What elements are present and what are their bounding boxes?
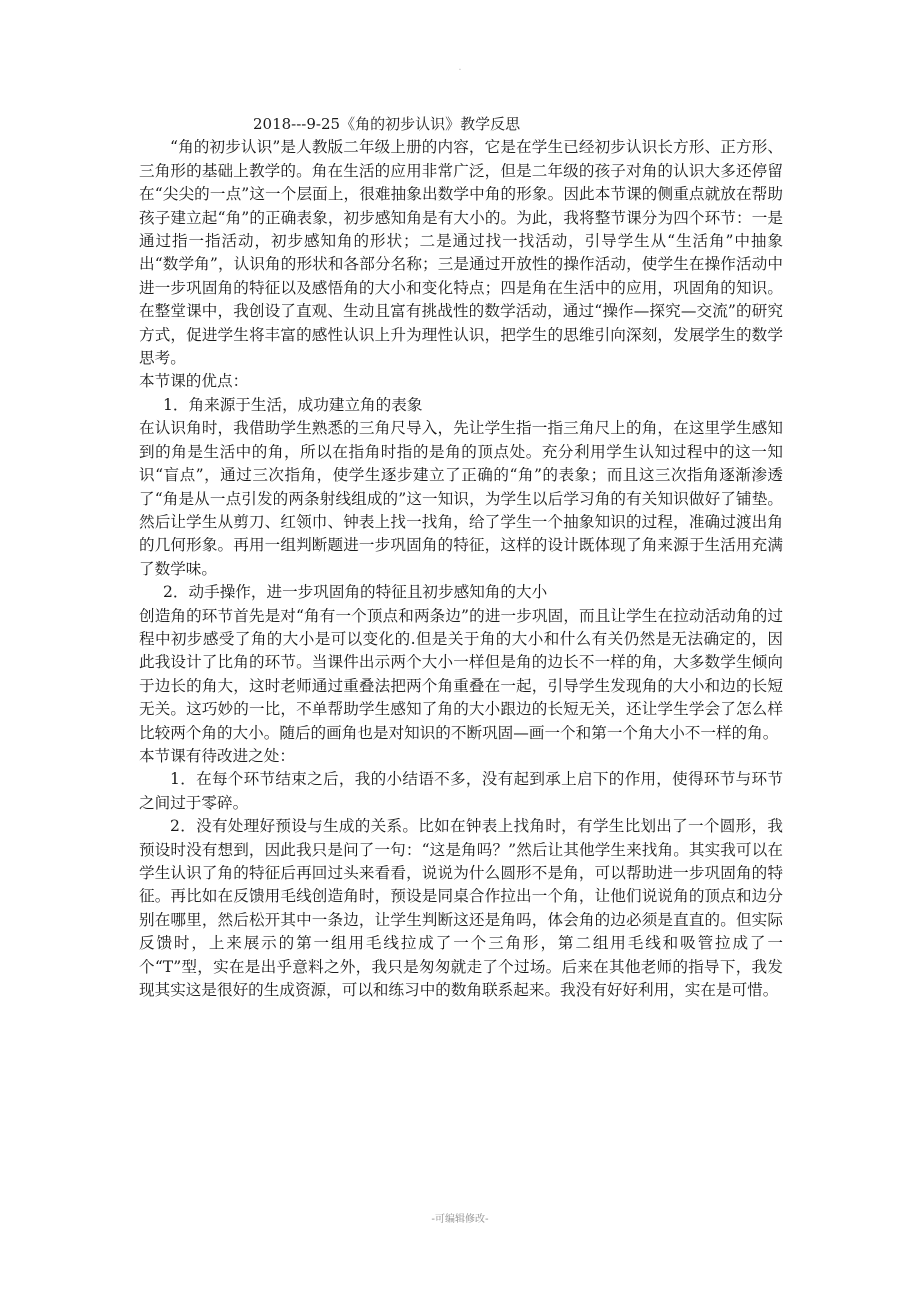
page-footer: -可编辑修改- — [431, 1214, 489, 1225]
document-body — [139, 113, 783, 1002]
improvement-1: 1．在每个环节结束之后，我的小结语不多，没有起到承上启下的作用，使得环节与环节之间过于零碎。 — [139, 770, 783, 812]
strength-1-title: 1．角来源于生活，成功建立角的表象 — [163, 395, 423, 414]
document-title: 2018---9-25《角的初步认识》教学反思 — [253, 115, 521, 133]
header-mark: . — [458, 62, 462, 73]
strength-1-body: 在认识角时，我借助学生熟悉的三角尺导入，先让学生指一指三角尺上的角，在这里学生感知到的角是生活中的角，所以在指角时指的是角的顶点处。充分利用学生认知过程中的这一知识“盲点”，通过三次指角，使学生逐步建立了正确的“角”的表象；而且这三次指角逐渐渗透了“角是从一点引发的两条射线组成的”这一知识，为学生以后学习角的有关知识做好了铺垫。然后让学生从剪刀、红领巾、钟表上找一找角，给了学生一个抽象知识的过程，准确过渡出角的几何形象。再用一组判断题进一步巩固角的特征，这样的设计既体现了角来源于生活用充满了数学味。 — [139, 419, 783, 578]
strengths-heading: 本节课的优点： — [139, 372, 249, 391]
intro-paragraph: “角的初步认识”是人教版二年级上册的内容，它是在学生已经初步认识长方形、正方形、三角形的基础上教学的。角在生活的应用非常广泛，但是二年级的孩子对角的认识大多还停留在“尖尖的一点”这一个层面上，很难抽象出数学中角的形象。因此本节课的侧重点就放在帮助孩子建立起“角”的正确表象，初步感知角是有大小的。为此，我将整节课分为四个环节：一是通过指一指活动，初步感知角的形状；二是通过找一找活动，引导学生从“生活角”中抽象出“数学角”，认识角的形状和各部分名称；三是通过开放性的操作活动，使学生在操作活动中进一步巩固角的特征以及感悟角的大小和变化特点；四是角在生活中的应用，巩固角的知识。在整堂课中，我创设了直观、生动且富有挑战性的数学活动，通过“操作—探究—交流”的研究方式，促进学生将丰富的感性认识上升为理性认识，把学生的思维引向深刻，发展学生的数学思考。 — [139, 138, 783, 368]
improvements-heading: 本节课有待改进之处： — [139, 746, 295, 765]
improvement-2: 2．没有处理好预设与生成的关系。比如在钟表上找角时，有学生比划出了一个圆形，我预设时没有想到，因此我只是问了一句：“这是角吗？”然后让其他学生来找角。其实我可以在学生认识了角的特征后再回过头来看看，说说为什么圆形不是角，可以帮助进一步巩固角的特征。再比如在反馈用毛线创造角时，预设是同桌合作拉出一个角，让他们说说角的顶点和边分别在哪里，然后松开其中一条边，让学生判断这还是角吗，体会角的边必须是直直的。但实际反馈时，上来展示的第一组用毛线拉成了一个三角形，第二组用毛线和吸管拉成了一个“T”型，实在是出乎意料之外，我只是匆匆就走了个过场。后来在其他老师的指导下，我发现其实这是很好的生成资源，可以和练习中的数角联系起来。我没有好好利用，实在是可惜。 — [139, 817, 783, 1000]
strength-2-title: 2．动手操作，进一步巩固角的特征且初步感知角的大小 — [163, 583, 548, 602]
strength-2-body: 创造角的环节首先是对“角有一个顶点和两条边”的进一步巩固，而且让学生在拉动活动角的过程中初步感受了角的大小是可以变化的.但是关于角的大小和什么有关仍然是无法确定的，因此我设计了比角的环节。当课件出示两个大小一样但是角的边长不一样的角，大多数学生倾向于边长的角大，这时老师通过重叠法把两个角重叠在一起，引导学生发现角的大小和边的长短无关。这巧妙的一比，不单帮助学生感知了角的大小跟边的长短无关，还让学生学会了怎么样比较两个角的大小。随后的画角也是对知识的不断巩固—画一个和第一个角大小不一样的角。 — [139, 606, 783, 742]
